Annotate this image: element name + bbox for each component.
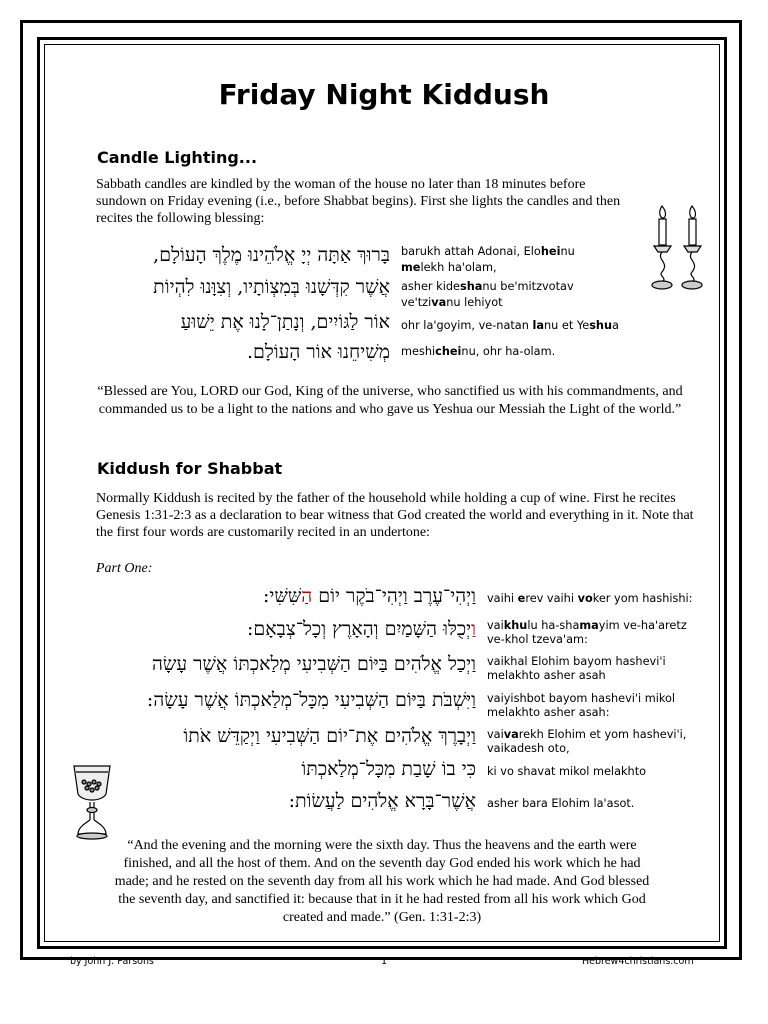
- kiddush-quote: “And the evening and the morning were the sixth day. Thus the heavens and the earth were finished, and all the host of them. And on the seventh day God ended his work which he had made; and he rested on the seventh day from all his work which he had made. And God blessed the seventh day, and sanctified it: because that in it he had rested from all his work which God created and made.” (Gen. 1:31-2:3): [114, 838, 650, 925]
- kiddush-translit-2b: ve-khol tzeva'am:: [487, 633, 588, 646]
- kiddush-translit-7: asher bara Elohim la'asot.: [487, 797, 635, 810]
- kiddush-hebrew-6: כִּי בוֹ שָׁבַת מִכָּל־מְלַאכְתּוֹ: [301, 758, 476, 780]
- kiddush-translit-4b: melakhto asher asah:: [487, 706, 610, 719]
- kiddush-translit-3b: melakhto asher asah: [487, 669, 606, 682]
- candlesticks-icon: [648, 200, 716, 292]
- part-one-label: Part One:: [96, 561, 153, 576]
- kiddush-hebrew-5: וַיְבָרֶךְ אֱלֹהִים אֶת־יוֹם הַשְּׁבִיעִי וַיְקַדֵּשׁ אֹתוֹ: [183, 725, 476, 747]
- kiddush-hebrew-7: אֲשֶׁר־בָּרָא אֱלֹהִים לַעֲשׂוֹת:: [288, 790, 476, 812]
- candle-heading: Candle Lighting...: [97, 148, 258, 167]
- candle-hebrew-line-1: בָּרוּךְ אַתָּה יְיָ אֱלֹהֵינוּ מֶלֶךְ הָעוֹלָם,: [153, 244, 390, 266]
- candle-intro: Sabbath candles are kindled by the woman of the house no later than 18 minutes before sundown on Friday evening (i.e., before Shabbat begins). First she lights the candles and then recites the following blessing:: [96, 177, 621, 226]
- kiddush-translit-6: ki vo shavat mikol melakhto: [487, 765, 647, 778]
- candle-translit-2: melekh ha'olam,: [401, 261, 497, 274]
- candle-translit-6: meshicheinu, ohr ha-olam.: [401, 345, 556, 358]
- page-title: Friday Night Kiddush: [218, 78, 550, 111]
- kiddush-hebrew-2: וַיְכֻלּוּ הַשָּׁמַיִם וְהָאָרֶץ וְכָל־צְבָאָם:: [247, 618, 476, 640]
- candle-translit-3: asher kideshanu be'mitzvotav: [401, 280, 574, 293]
- kiddush-heading: Kiddush for Shabbat: [97, 459, 283, 478]
- footer-author: by John J. Parsons: [70, 956, 154, 967]
- kiddush-translit-3a: vaikhal Elohim bayom hashevi'i: [487, 655, 666, 668]
- kiddush-hebrew-4: וַיִּשְׁבֹּת בַּיּוֹם הַשְּׁבִיעִי מִכָּל־מְלַאכְתּוֹ אֲשֶׁר עָשָׂה:: [146, 689, 476, 711]
- kiddush-translit-5b: vaikadesh oto,: [487, 742, 570, 755]
- candle-translit-1: barukh attah Adonai, Eloheinu: [401, 245, 575, 258]
- candle-hebrew-line-4: מְשִׁיחֵנוּ אוֹר הָעוֹלָם.: [247, 341, 390, 363]
- footer-page-number: 1: [381, 956, 388, 967]
- kiddush-translit-4a: vaiyishbot bayom hashevi'i mikol: [487, 692, 676, 705]
- kiddush-translit-2a: vaikhulu ha-shamayim ve-ha'aretz: [487, 619, 687, 632]
- kiddush-intro: Normally Kiddush is recited by the father of the household while holding a cup of wine. First he recites Genesis 1:31-2:3 as a declaration to bear witness that God created the world and everything in it. Note that the first four words are customarily recited in an undertone:: [96, 491, 694, 540]
- candle-quote: “Blessed are You, LORD our God, King of the universe, who sanctified us with his commandments, and commanded us to be a light to the nations and who gave us Yeshua our Messiah the Light of the world.”: [97, 384, 683, 417]
- kiddush-translit-5a: vaivarekh Elohim et yom hashevi'i,: [487, 728, 687, 741]
- candle-translit-4: ve'tzivanu lehiyot: [401, 296, 503, 309]
- kiddush-hebrew-1: וַיְהִי־עֶרֶב וַיְהִי־בֹקֶר יוֹם הַשִּׁשִּׁי:: [262, 585, 476, 607]
- candle-translit-5: ohr la'goyim, ve-natan lanu et Yeshua: [401, 319, 619, 332]
- kiddush-cup-icon: [70, 760, 114, 842]
- kiddush-translit-1: vaihi erev vaihi voker yom hashishi:: [487, 592, 693, 605]
- kiddush-hebrew-3: וַיְכַל אֱלֹהִים בַּיּוֹם הַשְּׁבִיעִי מְלַאכְתּוֹ אֲשֶׁר עָשָׂה: [151, 653, 476, 675]
- footer-site: Hebrew4christians.com: [582, 956, 694, 967]
- candle-hebrew-line-3: אוֹר לַגּוֹיִים, וְנָתַן־לָנוּ אֶת יֵשׁוּעַ: [180, 311, 390, 333]
- candle-hebrew-line-2: אֲשֶׁר קִדְּשָׁנוּ בְּמִצְוֹתָיו, וְצִוָּנוּ לִהְיוֹת: [153, 276, 390, 298]
